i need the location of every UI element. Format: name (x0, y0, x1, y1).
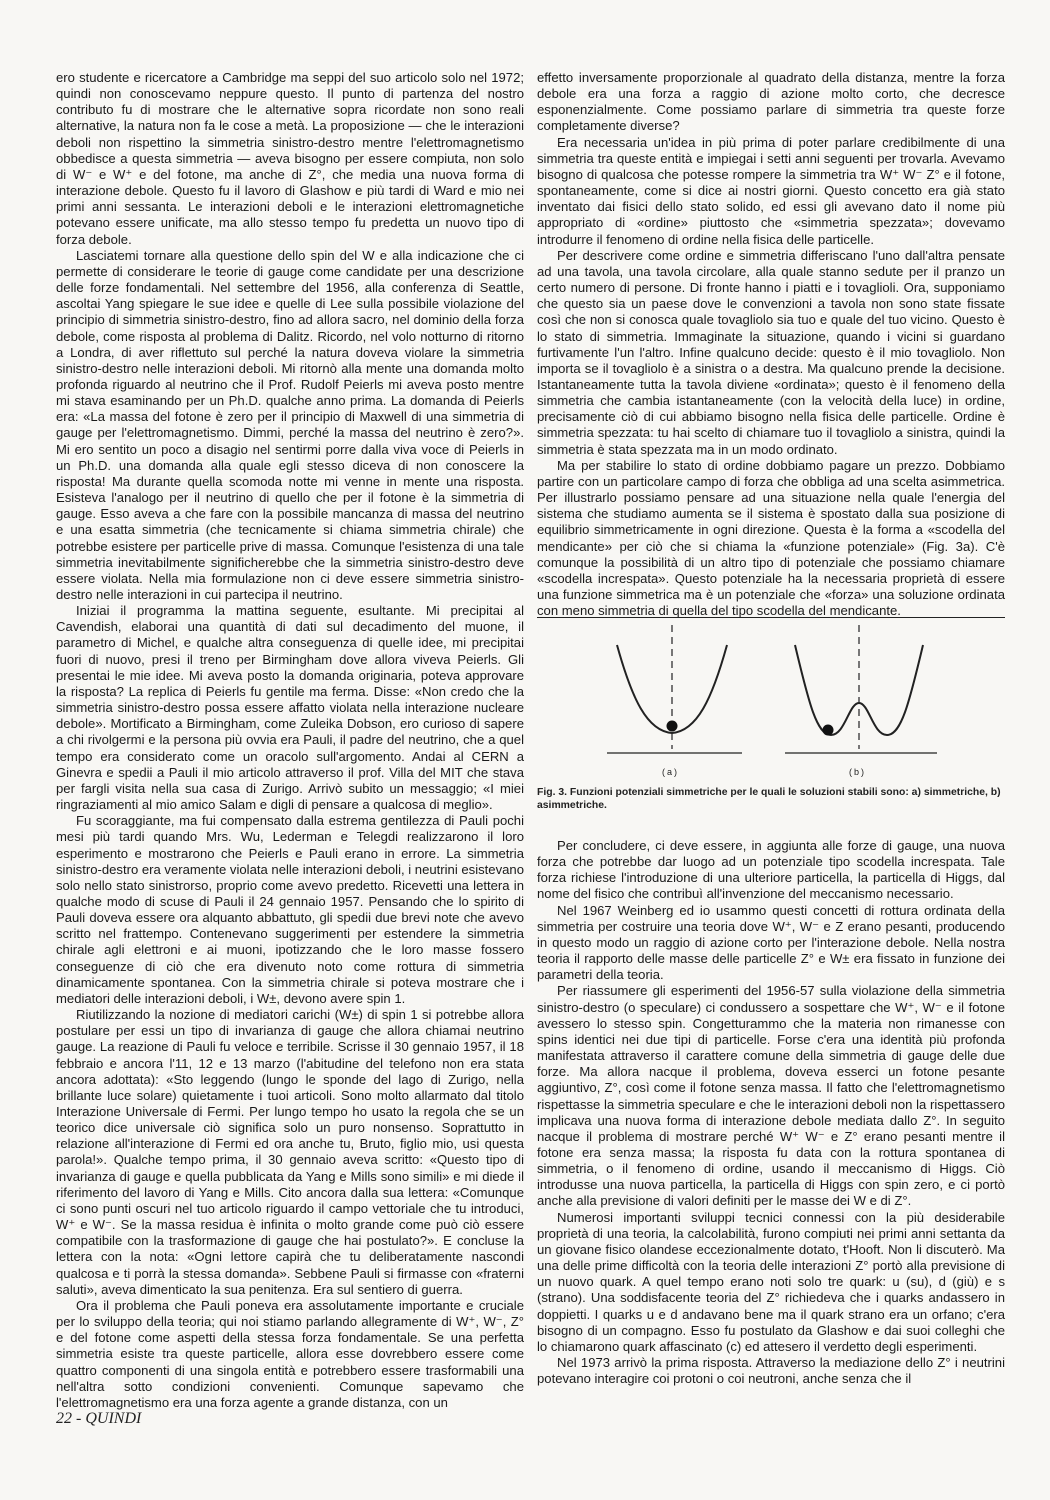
paragraph: Era necessaria un'idea in più prima di poter parlare credibilmente di una simmetria tra queste entità e impiegai i setti anni seguenti per trovarla. Avevamo bisogno di qualcosa che potesse rompere la simmetria tra W⁺ W⁻ Z° e il fotone, spontaneamente, come si dice ai nostri giorni. Questo concetto era già stato inventato dai fisici dello stato solido, ed essi gli avevano dato il nome più appropriato di «ordine» piuttosto che «simmetria spezzata»; dovevamo introdurre il fenomeno di ordine nella fisica delle particelle. (537, 134, 1005, 247)
paragraph: Lasciatemi tornare alla questione dello spin del W e alla indicazione che ci permette di considerare le teorie di gauge come candidate per una descrizione delle forze fondamentali. Nel settembre del 1956, alla conferenza di Seattle, ascoltai Yang spiegare le sue idee e quelle di Lee sulla possibile violazione del principio di simmetria sinistro-destro, fino ad allora sacro, nel dominio della forza debole, come risposta al problema di Dalitz. Ricordo, nel volo notturno di ritorno a Londra, di aver riflettuto sul perché la natura doveva violare la simmetria sinistro-destro nelle interazioni deboli. Mi ritornò alla mente una domanda molto profonda riguardo al neutrino che il Prof. Rudolf Peierls mi aveva posto mentre mi stava esaminando per un Ph.D. qualche anno prima. La domanda di Peierls era: «La massa del fotone è zero per il principio di Maxwell di una simmetria di gauge per l'elettromagnetismo. Dimmi, perché la massa del neutrino è zero?». Mi ero sentito un poco a disagio nel sentirmi porre dalla viva voce di Peierls in un Ph.D. una domanda alla quale egli stesso diceva di non conoscere la risposta! Ma durante quella scomoda notte mi venne in mente una risposta. Esisteva l'analogo per il neutrino di quello che per il fotone è la simmetria di gauge. Esso aveva a che fare con la possibile mancanza di massa del neutrino e una esatta simmetria (che tecnicamente si chiama simmetria chirale) che potrebbe esistere per particelle prive di massa. Comunque l'esistenza di una tale simmetria inevitabilmente significherebbe che la simmetria sinistro-destro deve essere violata. Nella mia formulazione non ci deve essere simmetria sinistro-destro nelle interazioni in cui partecipa il neutrino. (56, 247, 524, 602)
paragraph: Ma per stabilire lo stato di ordine dobbiamo pagare un prezzo. Dobbiamo partire con un particolare campo di forza che obbliga ad una scelta asimmetrica. Per illustrarlo possiamo pensare ad una situazione nella quale l'energia del sistema che studiamo aumenta se il sistema è spostato dalla sua posizione di equilibrio simmetricamente in ogni direzione. Questa è la forma a «scodella del mendicante» per ciò che si chiama la «funzione potenziale» (Fig. 3a). C'è comunque la possibilità di un altro tipo di potenziale che possiamo chiamare «scodella increspata». Questo potenziale ha la necessaria proprietà di essere una funzione simmetrica ma è un potenziale che «forza» una soluzione ordinata con meno simmetria di quella del tipo scodella del mendicante. (537, 457, 1005, 619)
page-footer: 22 - QUINDI (56, 1410, 142, 1427)
left-column (56, 70, 524, 1411)
paragraph: Per riassumere gli esperimenti del 1956-57 sulla violazione della simmetria sinistro-destro (o speculare) ci condussero a sospettare che W⁺, W⁻ e il fotone avessero lo stesso spin. Congetturammo che la materia non rimanesse con spins identici nei due tipi di particelle. Forse c'era una identità più profonda manifestata attraverso il carattere comune della simmetria di gauge delle due forze. Ma allora nacque il problema, doveva esserci un fotone pesante aggiuntivo, Z°, così come il fotone senza massa. Il fatto che l'elettromagnetismo rispettasse la simmetria speculare e che le interazioni deboli non la rispettassero implicava una nuova forma di interazione debole mediata dallo Z°. In seguito nacque il problema di mostrare perché W⁺ W⁻ e Z° erano pesanti mentre il fotone era senza massa; la risposta fu data con la rottura spontanea di simmetria, o il fenomeno di ordine, usando il meccanismo di Higgs. Ciò introdusse una nuova particella, la particella di Higgs con spin zero, e ci portò anche alla previsione di valori definiti per le masse dei W e di Z°. (537, 983, 1005, 1209)
potential-diagram (537, 619, 1005, 789)
right-column-top (537, 70, 1005, 619)
paragraph: Nel 1967 Weinberg ed io usammo questi concetti di rottura ordinata della simmetria per costruire una teoria dove W⁺, W⁻ e Z erano pesanti, producendo in questo modo un raggio di azione corto per l'interazione debole. Nella nostra teoria il rapporto delle masse delle particelle Z° e W± era fissato in funzione dei parametri della teoria. (537, 902, 1005, 983)
paragraph: Numerosi importanti sviluppi tecnici connessi con la più desiderabile proprietà di una teoria, la calcolabilità, furono compiuti nei primi anni settanta da un giovane fisico olandese eccezionalmente dotato, t'Hooft. Non li discuterò. Ma una delle prime difficoltà con la teoria delle interazioni Z° portò alla previsione di un nuovo quark. A quel tempo erano noti solo tre quark: u (su), d (giù) e s (strano). Una soddisfacente teoria del Z° richiedeva che i quarks andassero in doppietti. I quarks u e d andavano bene ma il quark strano era un orfano; c'era bisogno di un compagno. Esso fu postulato da Glashow e dai suoi colleghi che lo chiamarono quark affascinato (c) ed attesero il verdetto degli esperimenti. (537, 1209, 1005, 1354)
potential-b (785, 625, 937, 753)
paragraph: Fu scoraggiante, ma fui compensato dalla estrema gentilezza di Pauli pochi mesi più tardi quando Mrs. Wu, Lederman e Telegdi realizzarono il loro esperimento e mostrarono che Peierls e Pauli erano in errore. La simmetria sinistro-destro era veramente violata nelle interazioni deboli, i neutrini esistevano solo nello stato sinistrorso, proprio come avevo predetto. Ricevetti una lettera in qualche modo di scuse di Pauli il 24 gennaio 1957. Pensando che lo spirito di Pauli doveva essere ora alquanto abbattuto, gli spedii due brevi note che avevo scritto nel frattempo. Contenevano suggerimenti per estendere la simmetria chirale agli elettroni e ai muoni, ipotizzando che le loro masse fossero conseguenze di ciò che era divenuto noto come rottura di simmetria dinamicamente spontanea. Con la simmetria chirale si poteva mostrare che i mediatori delle interazioni deboli, i W±, devono avere spin 1. (56, 813, 524, 1006)
paragraph: Per descrivere come ordine e simmetria differiscano l'uno dall'altra pensate ad una tavola, una tavola circolare, alla quale stanno sedute per il pranzo un certo numero di persone. Di fronte hanno i piatti e i tovaglioli. Ora, supponiamo che questo sia un paese dove le convenzioni a tavola non sono state fissate così che non si conosca quale tovagliolo sia tuo e quale del tuo vicino. Questo è lo stato di simmetria. Immaginate la situazione, quando i vicini si guardano furtivamente l'un l'altro. Infine qualcuno decide: questo è il mio tovagliolo. Non importa se il tovagliolo è a sinistra o a destra. Ma qualcuno prende la decisione. Istantaneamente tutta la tavola diviene «ordinata»; questo è il fenomeno della simmetria che cambia istantaneamente (con la velocità della luce) in ordine, precisamente ciò di cui abbiamo bisogno nella fisica delle particelle. Ordine è simmetria spezzata: tu hai scelto di chiamare tuo il tovagliolo a sinistra, quindi la simmetria è stata spezzata ma in un modo ordinato. (537, 247, 1005, 457)
label-a: (a) (662, 767, 679, 777)
paragraph: effetto inversamente proporzionale al quadrato della distanza, mentre la forza debole era una forza a raggio di azione molto corto, che decresce esponenzialmente. Come possiamo parlare di simmetria tra queste forze completamente diverse? (537, 70, 1005, 134)
right-column-bottom (537, 838, 1005, 1387)
paragraph: ero studente e ricercatore a Cambridge ma seppi del suo articolo solo nel 1972; quindi non conoscevamo neppure questo. Il punto di partenza del nostro contributo fu di mostrare che le alternative sopra ricordate non sono reali alternative, la natura non fa le cose a metà. La proposizione — che le interazioni deboli non rispettino la simmetria sinistro-destro mentre l'elettromagnetismo obbedisce a questa simmetria — aveva bisogno per essere compiuta, non solo di W⁻ e W⁺ e del fotone, ma anche di Z°, che media una nuova forma di interazione debole. Questo fu il lavoro di Glashow e più tardi di Ward e mio nei primi anni sessanta. Le interazioni deboli e le interazioni elettromagnetiche potevano essere unificate, ma allo stesso tempo fu predetta un nuovo tipo di forza debole. (56, 70, 524, 247)
paragraph: Riutilizzando la nozione di mediatori carichi (W±) di spin 1 si potrebbe allora postulare per essi un tipo di invarianza di gauge che allora chiamai neutrino gauge. La reazione di Pauli fu veloce e terribile. Scrisse il 30 gennaio 1957, il 18 febbraio e ancora l'11, 12 e 13 marzo (l'abitudine del telefono non era stata ancora adottata): «Sto leggendo (lungo le sponde del lago di Zurigo, nella brillante luce solare) quietamente i tuoi articoli. Sono molto allarmato dal titolo Interazione Universale di Fermi. Per lungo tempo ho usato la regola che se un teorico dice universale ciò significa solo un puro nonsenso. Soprattutto in relazione all'interazione di Fermi ed ora anche tu, Bruto, figlio mio, usi questa parola!». Qualche tempo prima, il 30 gennaio aveva scritto: «Questo tipo di invarianza di gauge e quella pubblicata da Yang e Mills sono simili» e mi diede il riferimento del lavoro di Yang e Mills. Cito ancora dalla sua lettera: «Comunque ci sono punti oscuri nel tuo articolo riguardo il campo vettoriale che tu introduci, W⁺ e W⁻. Se la massa residua è infinita o molto grande come può ciò essere compatibile con la trasformazione di gauge che hai postulato?». E concluse la lettera con la nota: «Ogni lettore capirà che tu deliberatamente nascondi qualcosa e ti porrà la stessa domanda». Sebbene Pauli si firmasse con «fraterni saluti», aveva dimenticato la sua penitenza. Era sul sentiero di guerra. (56, 1007, 524, 1297)
figure-top-rule (537, 617, 1005, 618)
figure-caption: Fig. 3. Funzioni potenziali simmetriche per le quali le soluzioni stabili sono: a) simmetriche, b) asimmetriche. (537, 787, 1001, 811)
label-b: (b) (849, 767, 866, 777)
paragraph: Per concludere, ci deve essere, in aggiunta alle forze di gauge, una nuova forza che potrebbe dar luogo ad un potenziale tipo scodella increspata. Tale forza richiese l'introduzione di una ulteriore particella, la particella di Higgs, dal nome del fisico che contribuì all'invenzione del meccanismo necessario. (537, 838, 1005, 902)
paragraph: Nel 1973 arrivò la prima risposta. Attraverso la mediazione dello Z° i neutrini potevano interagire coi protoni o coi neutroni, anche senza che il (537, 1355, 1005, 1387)
paragraph: Iniziai il programma la mattina seguente, esultante. Mi precipitai al Cavendish, elaborai una quantità di dati sul decadimento del muone, il parametro di Michel, e qualche altra conseguenza di quelle idee, mi precipitai fuori di nuovo, presi il treno per Birmingham dove allora viveva Peierls. Gli presentai le mie idee. Mi aveva posto la domanda originaria, poteva approvare la risposta? La replica di Peierls fu gentile ma ferma. Disse: «Non credo che la simmetria sinistro-destro possa essere affatto violata nella interazione nucleare debole». Mortificato a Birmingham, come Zuleika Dobson, ero curioso di sapere a chi rivolgermi e la persona più ovvia era Pauli, il padre del neutrino, che a quel tempo era considerato come un oracolo sull'argomento. Andai al CERN a Ginevra e spedii a Pauli il mio articolo attraverso il prof. Villa del MIT che stava per fargli visita nella sua casa di Zurigo. Arrivò subito un messaggio; «I miei ringraziamenti al mio amico Salam e digli di pensare a qualcosa di meglio». (56, 603, 524, 813)
potential-a (607, 625, 742, 753)
paragraph: Ora il problema che Pauli poneva era assolutamente importante e cruciale per lo sviluppo della teoria; qui noi stiamo parlando allegramente di W⁺, W⁻, Z° e del fotone come aspetti della stessa forza fondamentale. Se una perfetta simmetria esiste tra queste particelle, allora esse dovrebbero essere come quattro componenti di una singola entità e potrebbero essere trasformabili una nell'altra sotto condizioni convenienti. Comunque sapevamo che l'elettromagnetismo era una forza agente a grande distanza, con un (56, 1297, 524, 1410)
